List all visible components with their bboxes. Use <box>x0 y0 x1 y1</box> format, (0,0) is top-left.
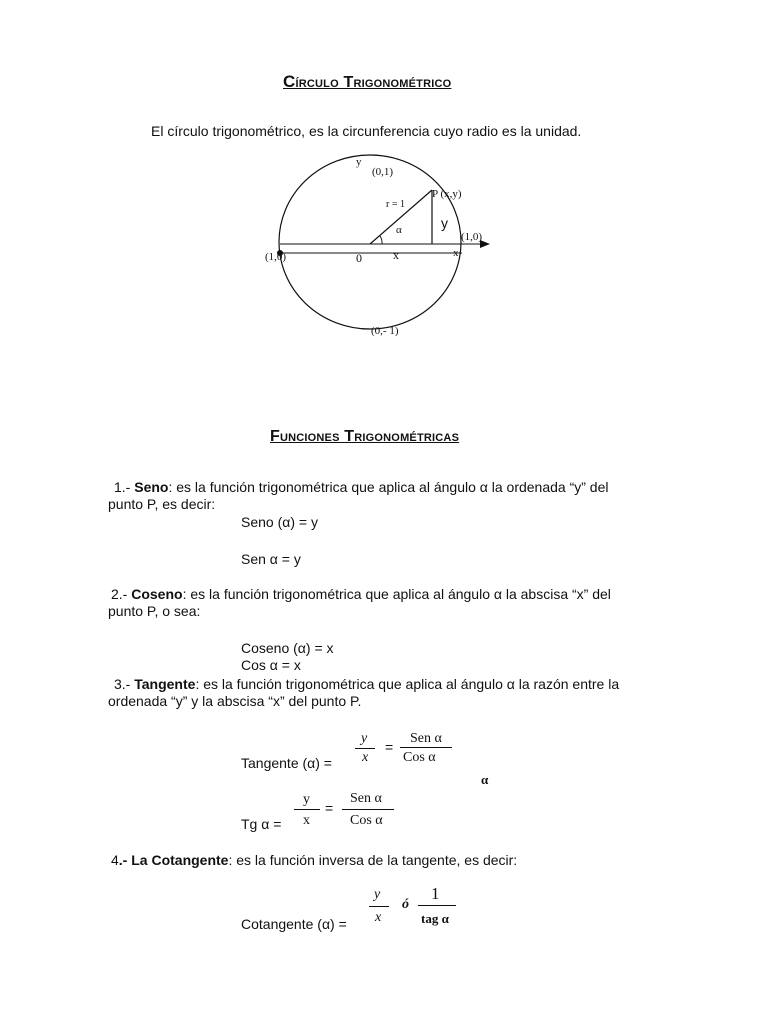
tg-formula-label: Tg α = <box>241 816 282 832</box>
seno-paragraph <box>108 479 609 513</box>
unit-circle-diagram <box>250 150 510 345</box>
label-p-point: P (x,y) <box>432 188 462 200</box>
coseno-paragraph <box>108 586 611 620</box>
tan-f1-bar1 <box>355 748 375 749</box>
label-y: y <box>441 215 448 231</box>
coseno-term: Coseno <box>131 586 183 602</box>
coseno-formula-1: Coseno (α) = x <box>241 640 334 656</box>
tangente-line2: ordenada “y” y la abscisa “x” del punto P. <box>108 693 362 709</box>
tangente-paragraph <box>108 676 619 710</box>
angle-arc <box>380 236 382 244</box>
label-x: x <box>393 248 399 262</box>
cotangente-formula-label: Cotangente (α) = <box>241 916 347 932</box>
cot-bar2 <box>418 905 456 906</box>
circle <box>279 155 461 329</box>
tg-f2-eq: = <box>325 800 334 816</box>
stray-alpha: α <box>481 772 489 787</box>
label-radius: r = 1 <box>386 199 405 210</box>
seno-formula-1: Seno (α) = y <box>241 514 318 530</box>
y-axis-label: y <box>356 156 362 168</box>
cot-den2: tag α <box>421 911 449 926</box>
cotangente-term: .- La Cotangente <box>118 852 229 868</box>
tan-f1-den2: Cos α <box>403 750 436 765</box>
seno-line1: 1.- Seno: es la función trigonométrica que aplica al ángulo α la ordenada “y” del <box>114 479 609 495</box>
label-top-point: (0,1) <box>372 166 394 178</box>
tangente-term: Tangente <box>134 676 196 692</box>
tg-f2-den2: Cos α <box>350 813 383 828</box>
x-axis-label: x <box>453 247 459 259</box>
tg-f2-bar1 <box>294 809 320 810</box>
cotangente-paragraph: 4.- La Cotangente: es la función inversa de la tangente, es decir: <box>111 852 518 868</box>
tg-f2-den1: x <box>303 813 310 828</box>
label-bottom-point: (0,- 1) <box>371 325 399 337</box>
tan-f1-num1: y <box>361 731 368 746</box>
tg-f2-num2: Sen α <box>350 791 382 806</box>
tangente-line1: 3.- Tangente: es la función trigonométrica que aplica al ángulo α la razón entre la <box>114 676 620 692</box>
tangente-formula-label: Tangente (α) = <box>241 755 332 771</box>
label-alpha: α <box>396 224 402 236</box>
cot-num2: 1 <box>431 884 440 903</box>
tan-f1-bar2 <box>400 747 452 748</box>
coseno-line2: punto P, o sea: <box>108 603 201 619</box>
coseno-line1: 2.- Coseno: es la función trigonométrica que aplica al ángulo α la abscisa “x” del <box>111 586 611 602</box>
seno-term: Seno <box>134 479 169 495</box>
page-title: Círculo Trigonométrico <box>283 72 452 91</box>
seno-formula-2: Sen α = y <box>241 551 301 567</box>
cot-or: ó <box>402 897 409 912</box>
cot-num1: y <box>374 887 381 902</box>
label-left-point: (1,0) <box>265 251 287 263</box>
cot-bar1 <box>369 906 389 907</box>
label-right-point: (1,0) <box>461 231 483 243</box>
tan-f1-den1: x <box>362 750 369 765</box>
coseno-formula-2: Cos α = x <box>241 657 301 673</box>
label-origin: 0 <box>356 251 362 265</box>
tg-f2-num1: y <box>303 792 310 807</box>
tan-f1-num2: Sen α <box>410 731 442 746</box>
intro-text: El círculo trigonométrico, es la circunferencia cuyo radio es la unidad. <box>151 123 582 139</box>
section-title: Funciones Trigonométricas <box>270 428 460 445</box>
tg-f2-bar2 <box>342 809 394 810</box>
tan-f1-eq: = <box>385 739 394 755</box>
seno-line2: punto P, es decir: <box>108 496 216 512</box>
cot-den1: x <box>375 910 382 925</box>
